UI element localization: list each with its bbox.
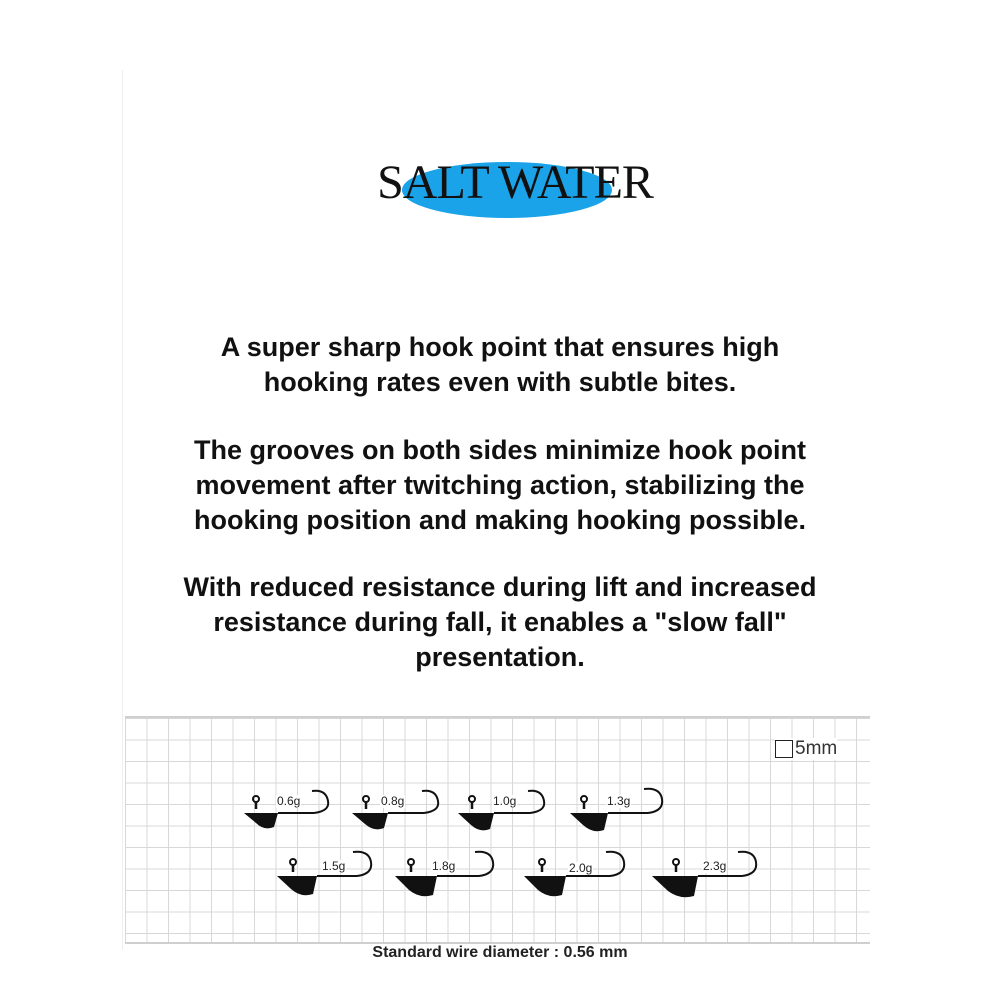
jig-weight: 2.0g <box>569 861 593 875</box>
paragraph-line: A super sharp hook point that ensures high <box>220 332 780 362</box>
paragraph-line: hooking position and making hooking possible. <box>193 505 806 535</box>
jig-head-1 <box>350 785 460 845</box>
logo-text: SALT WATER <box>377 156 653 209</box>
salt-water-logo <box>350 140 680 230</box>
wire-diameter-note: Standard wire diameter : 0.56 mm <box>372 944 628 961</box>
jig-head-icon <box>350 785 460 845</box>
jig-head-2 <box>456 785 566 845</box>
jig-weight: 0.8g <box>381 794 405 808</box>
paragraph-line: With reduced resistance during lift and increased <box>183 572 817 602</box>
jig-head-7 <box>650 848 760 908</box>
paragraph-line: presentation. <box>415 642 585 672</box>
jig-head-5 <box>393 848 503 908</box>
jig-head-icon <box>522 848 632 908</box>
jig-weight: 1.8g <box>432 859 456 873</box>
paragraph-hook-point <box>150 330 850 400</box>
paragraph-line: hooking rates even with subtle bites. <box>263 367 737 397</box>
scale-legend <box>775 738 837 760</box>
jig-weight: 1.3g <box>607 794 631 808</box>
scale-square-icon <box>775 740 793 758</box>
jig-weight: 2.3g <box>703 859 727 873</box>
paragraph-slow-fall <box>150 570 850 675</box>
jig-head-3 <box>568 785 678 845</box>
jig-head-0 <box>242 785 352 845</box>
paragraph-grooves <box>150 433 850 538</box>
paragraph-line: resistance during fall, it enables a "slow fall" <box>213 607 787 637</box>
jig-head-icon <box>650 848 760 908</box>
jig-head-icon <box>393 848 503 908</box>
jig-weight: 0.6g <box>277 794 301 808</box>
paragraph-line: The grooves on both sides minimize hook point <box>193 435 807 465</box>
paragraph-line: movement after twitching action, stabilizing the <box>195 470 805 500</box>
jig-head-6 <box>522 848 632 908</box>
jig-weight: 1.0g <box>493 794 517 808</box>
jig-weight: 1.5g <box>322 859 346 873</box>
jig-head-4 <box>275 848 385 908</box>
jig-head-icon <box>275 848 385 908</box>
scale-label: 5mm <box>795 738 838 759</box>
